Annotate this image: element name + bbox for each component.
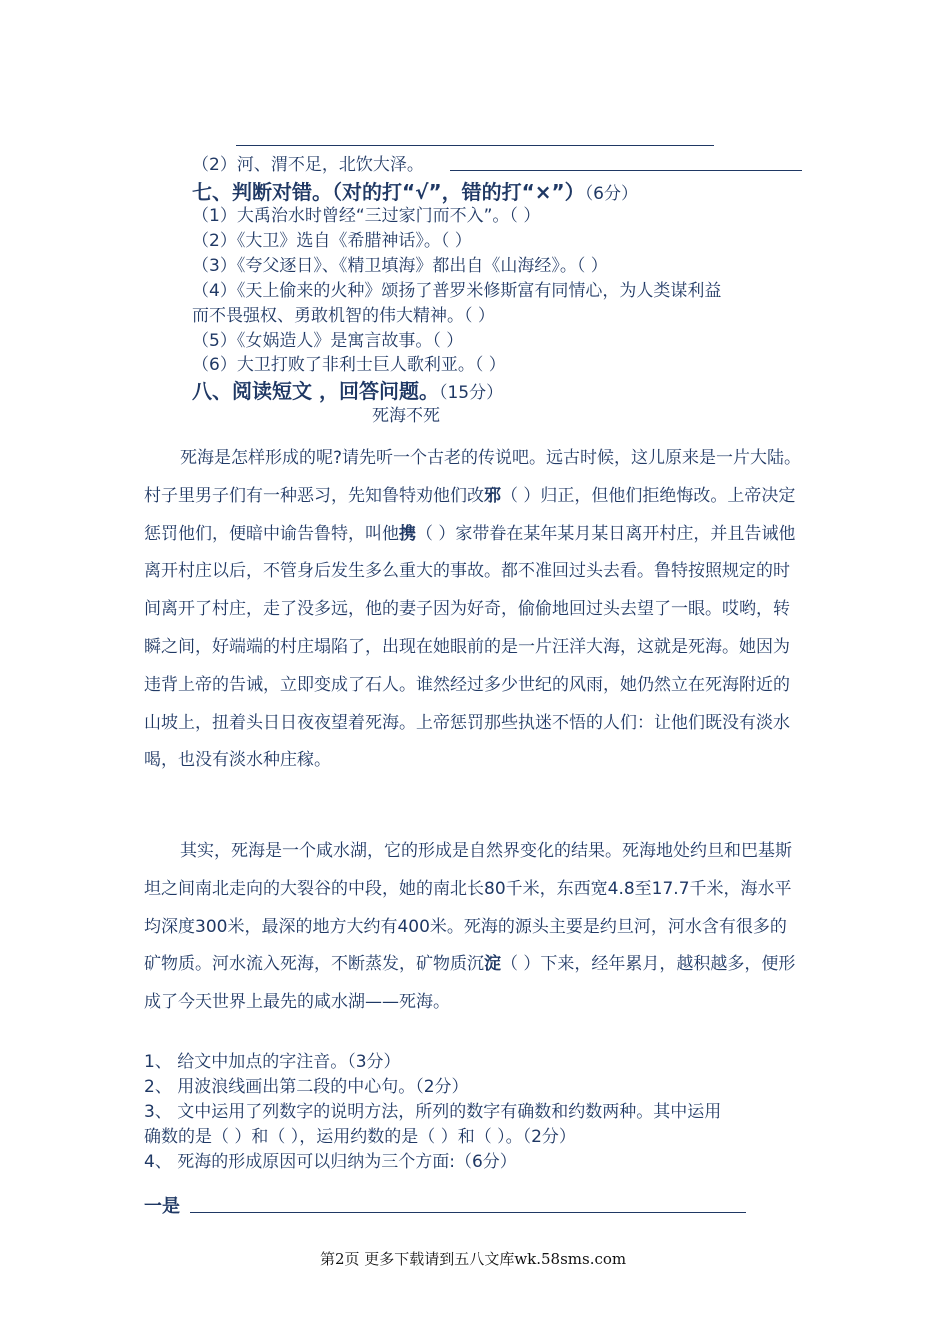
answer-line-top [236, 145, 714, 146]
question-2: 2、 用波浪线画出第二段的中心句。（2分） [144, 1077, 469, 1097]
answer-line-q2 [450, 170, 802, 171]
page-footer: 第2页 更多下载请到五八文库wk.58sms.com [320, 1250, 627, 1268]
section7-title: 七、判断对错。（对的打“√”，错的打“×”） [192, 180, 585, 204]
p2-text-a: 其实，死海是一个咸水湖，它的形成是自然界变化的结果。死海地处约旦和巴基斯坦之间南北走向的大裂谷的中段，她的南北长80千米，东西宽4.8至17.7千米，海水平均深度300米，最深的地方大约有400米。死海的源头主要是约旦河，河水含有很多的矿物质。河水流入死海，不断蒸发，矿物质沉 [144, 841, 792, 975]
dotted-char-xie: 邪 [484, 485, 501, 506]
judge-item-1: （1）大禹治水时曾经“三过家门而不入”。（ ） [192, 206, 541, 226]
p1-text-b: （ ）归正，但他们拒绝悔改。上帝决定惩罚他们，便暗中谕告鲁特，叫他 [144, 485, 796, 544]
question-4: 4、 死海的形成原因可以归纳为三个方面:（6分） [144, 1152, 517, 1172]
question-1: 1、 给文中加点的字注音。（3分） [144, 1052, 401, 1072]
section6-item-2: （2）河、渭不足，北饮大泽。 [192, 155, 424, 175]
p2-text-b: （ ）下来，经年累月，越积越多，便形成了今天世界上最先的咸水湖——死海。 [144, 954, 796, 1013]
p1-text-a: 死海是怎样形成的呢?请先听一个古老的传说吧。远古时候，这儿原来是一片大陆。村子里男子们有一种恶习，先知鲁特劝他们改 [144, 448, 802, 506]
judge-item-3: （3）《夸父逐日》、《精卫填海》都出自《山海经》。（ ） [192, 256, 608, 276]
section8-title: 八、阅读短文 ，回答问题。 [192, 379, 439, 403]
answer-line-first [190, 1212, 746, 1213]
judge-item-4-cont: 而不畏强权、勇敢机智的伟大精神。（ ） [192, 306, 495, 326]
section7-score: （6分） [584, 184, 639, 204]
p1-text-c: （ ）家带眷在某年某月某日离开村庄，并且告诫他离开村庄以后，不管身后发生多么重大的事故。都不准回过头去看。鲁特按照规定的时间离开了村庄，走了没多远，他的妻子因为好奇，偷偷地回过头去望了一眼。哎哟，转瞬之间，好端端的村庄塌陷了，出现在她眼前的是一片汪洋大海，这就是死海。她因为违背上帝的告诫，立即变成了石人。谁然经过多少世纪的风雨，她仍然立在死海附近的山坡上，扭着头日日夜夜望着死海。上帝惩罚那些执迷不悟的人们：让他们既没有淡水喝，也没有淡水种庄稼。 [144, 523, 796, 771]
judge-item-2: （2）《大卫》选自《希腊神话》。（ ） [192, 231, 472, 251]
answer-label-first: 一是 [144, 1196, 180, 1217]
question-3: 3、 文中运用了列数字的说明方法，所列的数字有确数和约数两种。其中运用 [144, 1102, 722, 1122]
passage-title: 死海不死 [372, 406, 440, 426]
dotted-char-xie2: 携 [399, 523, 416, 544]
passage-paragraph-1 [144, 440, 802, 780]
question-3-cont: 确数的是（ ）和（ ），运用约数的是（ ）和（ ）。（2分） [144, 1127, 576, 1147]
judge-item-4: （4）《天上偷来的火种》颂扬了普罗米修斯富有同情心，为人类谋利益 [192, 281, 722, 301]
judge-item-5: （5）《女娲造人》是寓言故事。（ ） [192, 331, 464, 351]
judge-item-6: （6）大卫打败了非利士巨人歌利亚。（ ） [192, 355, 506, 375]
passage-paragraph-2 [144, 833, 802, 1022]
section8-score: （15分） [438, 383, 504, 403]
section8-heading [192, 375, 503, 404]
dotted-char-dian: 淀 [484, 954, 501, 975]
